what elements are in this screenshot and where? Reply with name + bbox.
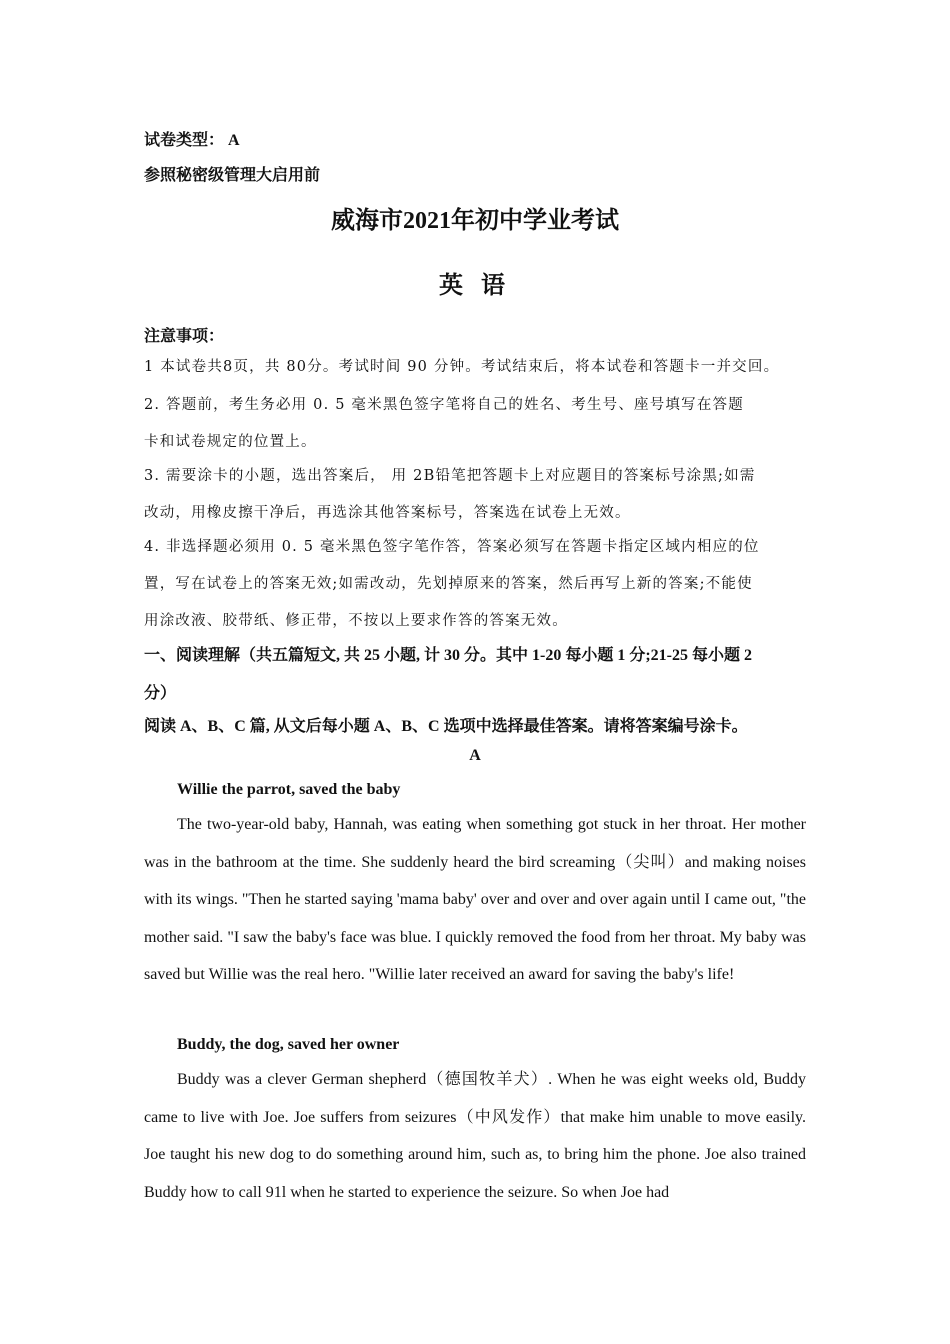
story2-paragraph: Buddy was a clever German shepherd（德国牧羊犬）. When he was eight weeks old, Buddy came to live with Joe. Joe suffers from seizures（中风发作）that make him unable to move easily. Joe taught his new dog to do something around him, such as, to bring him the phone. Joe also trained Buddy how to call 91l when he started to experience the seizure. So when Joe had [144, 1071, 806, 1201]
notice-line-3: 卡和试卷规定的位置上。 [144, 434, 317, 450]
story2-title: Buddy, the dog, saved her owner [177, 1036, 400, 1053]
section-instruction: 阅读 A、B、C 篇, 从文后每小题 A、B、C 选项中选择最佳答案。请将答案编号涂卡。 [144, 718, 748, 735]
notice-line-7: 置，写在试卷上的答案无效;如需改动，先划掉原来的答案，然后再写上新的答案;不能使 [144, 576, 753, 592]
story1-title: Willie the parrot, saved the baby [177, 781, 401, 798]
notice-line-8: 用涂改液、胶带纸、修正带，不按以上要求作答的答案无效。 [144, 613, 568, 629]
exam-title: 威海市2021年初中学业考试 [331, 208, 619, 234]
paper-type-label: 试卷类型： A [144, 132, 240, 149]
subject-title: 英 语 [439, 273, 511, 299]
story1-paragraph: The two-year-old baby, Hannah, was eating when something got stuck in her throat. Her mother was in the bathroom at the time. She suddenly heard the bird screaming（尖叫）and making noises with its wings. "Then he started saying 'mama baby' over and over and over again until I came out, "the mother said. "I saw the baby's face was blue. I quickly removed the food from her throat. My baby was saved but Willie was the real hero. "Willie later received an award for saving the baby's life! [144, 816, 806, 983]
notice-heading: 注意事项： [144, 328, 225, 345]
notice-line-6: 4. 非选择题必须用 0. 5 毫米黑色签字笔作答，答案必须写在答题卡指定区域内相应的位 [144, 539, 760, 555]
confidential-label: 参照秘密级管理大启用前 [144, 167, 321, 184]
notice-line-5: 改动，用橡皮擦干净后，再选涂其他答案标号，答案选在试卷上无效。 [144, 505, 631, 521]
section-heading: 一、阅读理解（共五篇短文, 共 25 小题, 计 30 分。其中 1-20 每小题 1 分;21-25 每小题 2 [144, 647, 752, 664]
notice-line-4: 3. 需要涂卡的小题，选出答案后， 用 2B铅笔把答题卡上对应题目的答案标号涂黑;如需 [144, 468, 756, 484]
notice-line-2: 2. 答题前，考生务必用 0. 5 毫米黑色签字笔将自己的姓名、考生号、座号填写在答题 [144, 397, 744, 413]
part-letter: A [469, 747, 481, 764]
notice-line-1: 1 本试卷共8页，共 80分。考试时间 90 分钟。考试结束后，将本试卷和答题卡一并交回。 [144, 359, 780, 375]
section-heading-cont: 分） [144, 685, 177, 702]
